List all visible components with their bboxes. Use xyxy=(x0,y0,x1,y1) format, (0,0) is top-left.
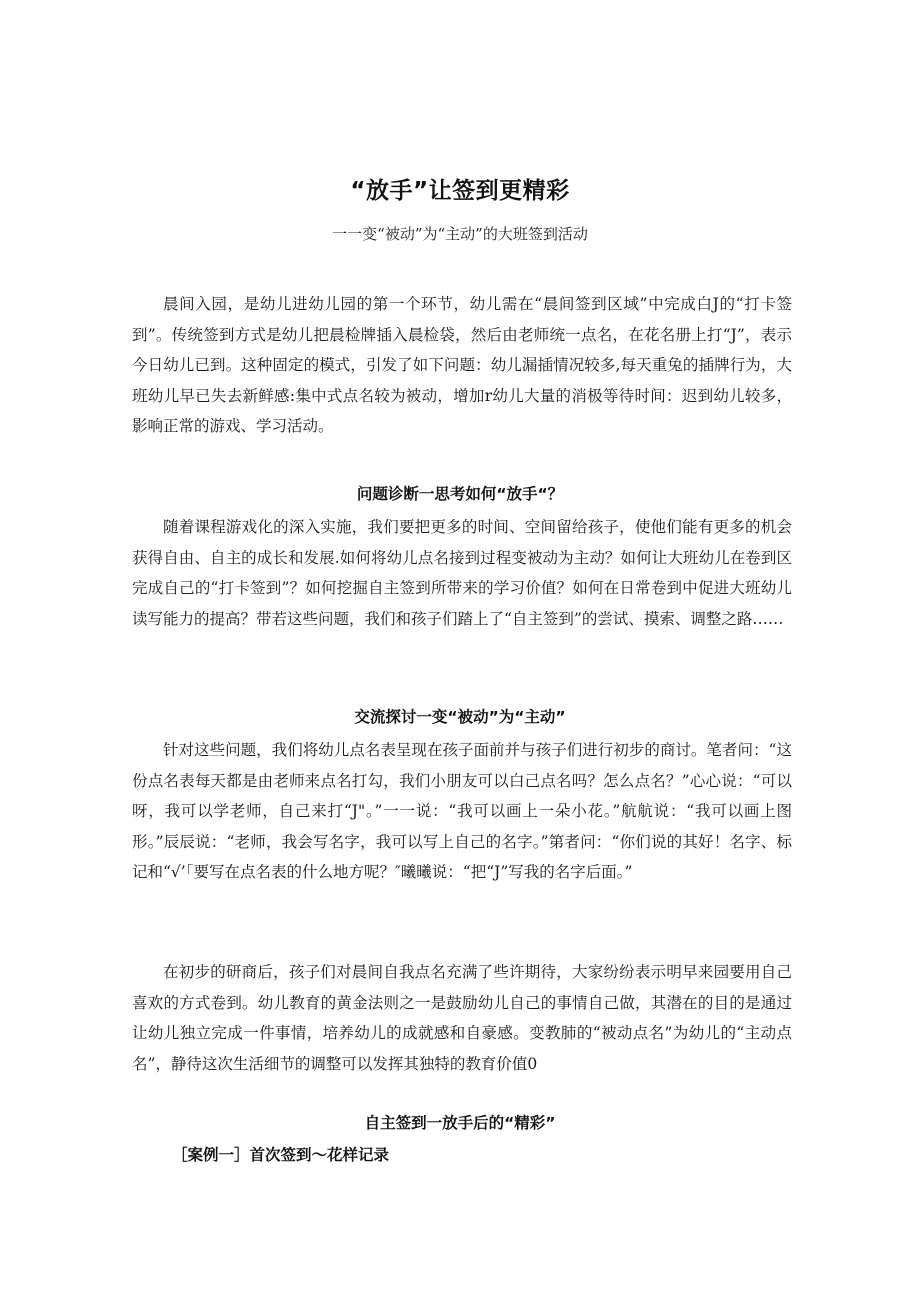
document-subtitle: 一一变“被动”为“主动”的大班签到活动 xyxy=(332,225,588,243)
case-label: ［案例一］首次签到〜花样记录 xyxy=(172,1146,390,1164)
paragraph-discussion: 针对这些问题，我们将幼儿点名表呈现在孩子面前并与孩子们进行初步的商讨。笔者问：“这份点名表每天都是由老师来点名打勾，我们小朋友可以白己点名吗？怎么点名？”心心说：“可以呀，我可以学老师，自己来打“J"。”一一说：“我可以画上一朵小花。”航航说：“我可以画上图形。”辰辰说：“老师，我会写名字，我可以写上自己的名字。”第者问：“你们说的其好！名字、标记和“√’「要写在点名表的什么地方呢？″曦曦说：“把“J”写我的名字后面。” xyxy=(132,741,792,881)
paragraph-reflection: 在初步的研商后，孩子们对晨间自我点名充满了些许期待，大家纷纷表示明早来园要用自己喜欢的方式卷到。幼儿教育的黄金法则之一是鼓励幼儿自己的事情自己做，其潜在的目的是通过让幼儿独立完成一件事情，培养幼儿的成就感和自豪感。变教肺的“被动点名”为幼儿的“主动点名”，静待这次生活细节的调整可以发挥其独特的教育价值0 xyxy=(132,963,792,1073)
section-heading-discussion: 交流探讨一变“被动”为“主动” xyxy=(354,708,566,726)
section-heading-diagnosis: 问题诊断一思考如何“放手“？ xyxy=(356,485,564,503)
paragraph-intro: 晨间入园，是幼儿进幼儿园的第一个环节，幼儿需在“晨间签到区域”中完成白J的“打卡签到”。传统签到方式是幼儿把晨检牌插入晨检袋，然后由老师统一点名，在花名册上打“J”，表示今日幼儿已到。这种固定的模式，引发了如下问题：幼儿漏插情况较多,每天重兔的插牌行为，大班幼儿早已失去新鲜感:集中式点名较为被动，增加r幼儿大量的消极等待时间：迟到幼儿较多，影响正常的游戏、学习活动。 xyxy=(132,295,792,435)
section-heading-self-checkin: 自主签到一放手后的“精彩” xyxy=(364,1114,556,1132)
paragraph-diagnosis: 随着课程游戏化的深入实施，我们要把更多的时间、空间留给孩子，使他们能有更多的机会获得自由、自主的成长和发展.如何将幼儿点名接到过程变被动为主动？如何让大班幼儿在卷到区完成自己的“打卡签到”？如何挖掘自主签到所带来的学习价值？如何在日常卷到中促进大班幼儿读写能力的提高？带若这些问题，我们和孩子们踏上了“自主签到”的尝试、摸索、调整之路…… xyxy=(132,518,792,628)
document-title: “放手”让签到更精彩 xyxy=(350,178,570,204)
